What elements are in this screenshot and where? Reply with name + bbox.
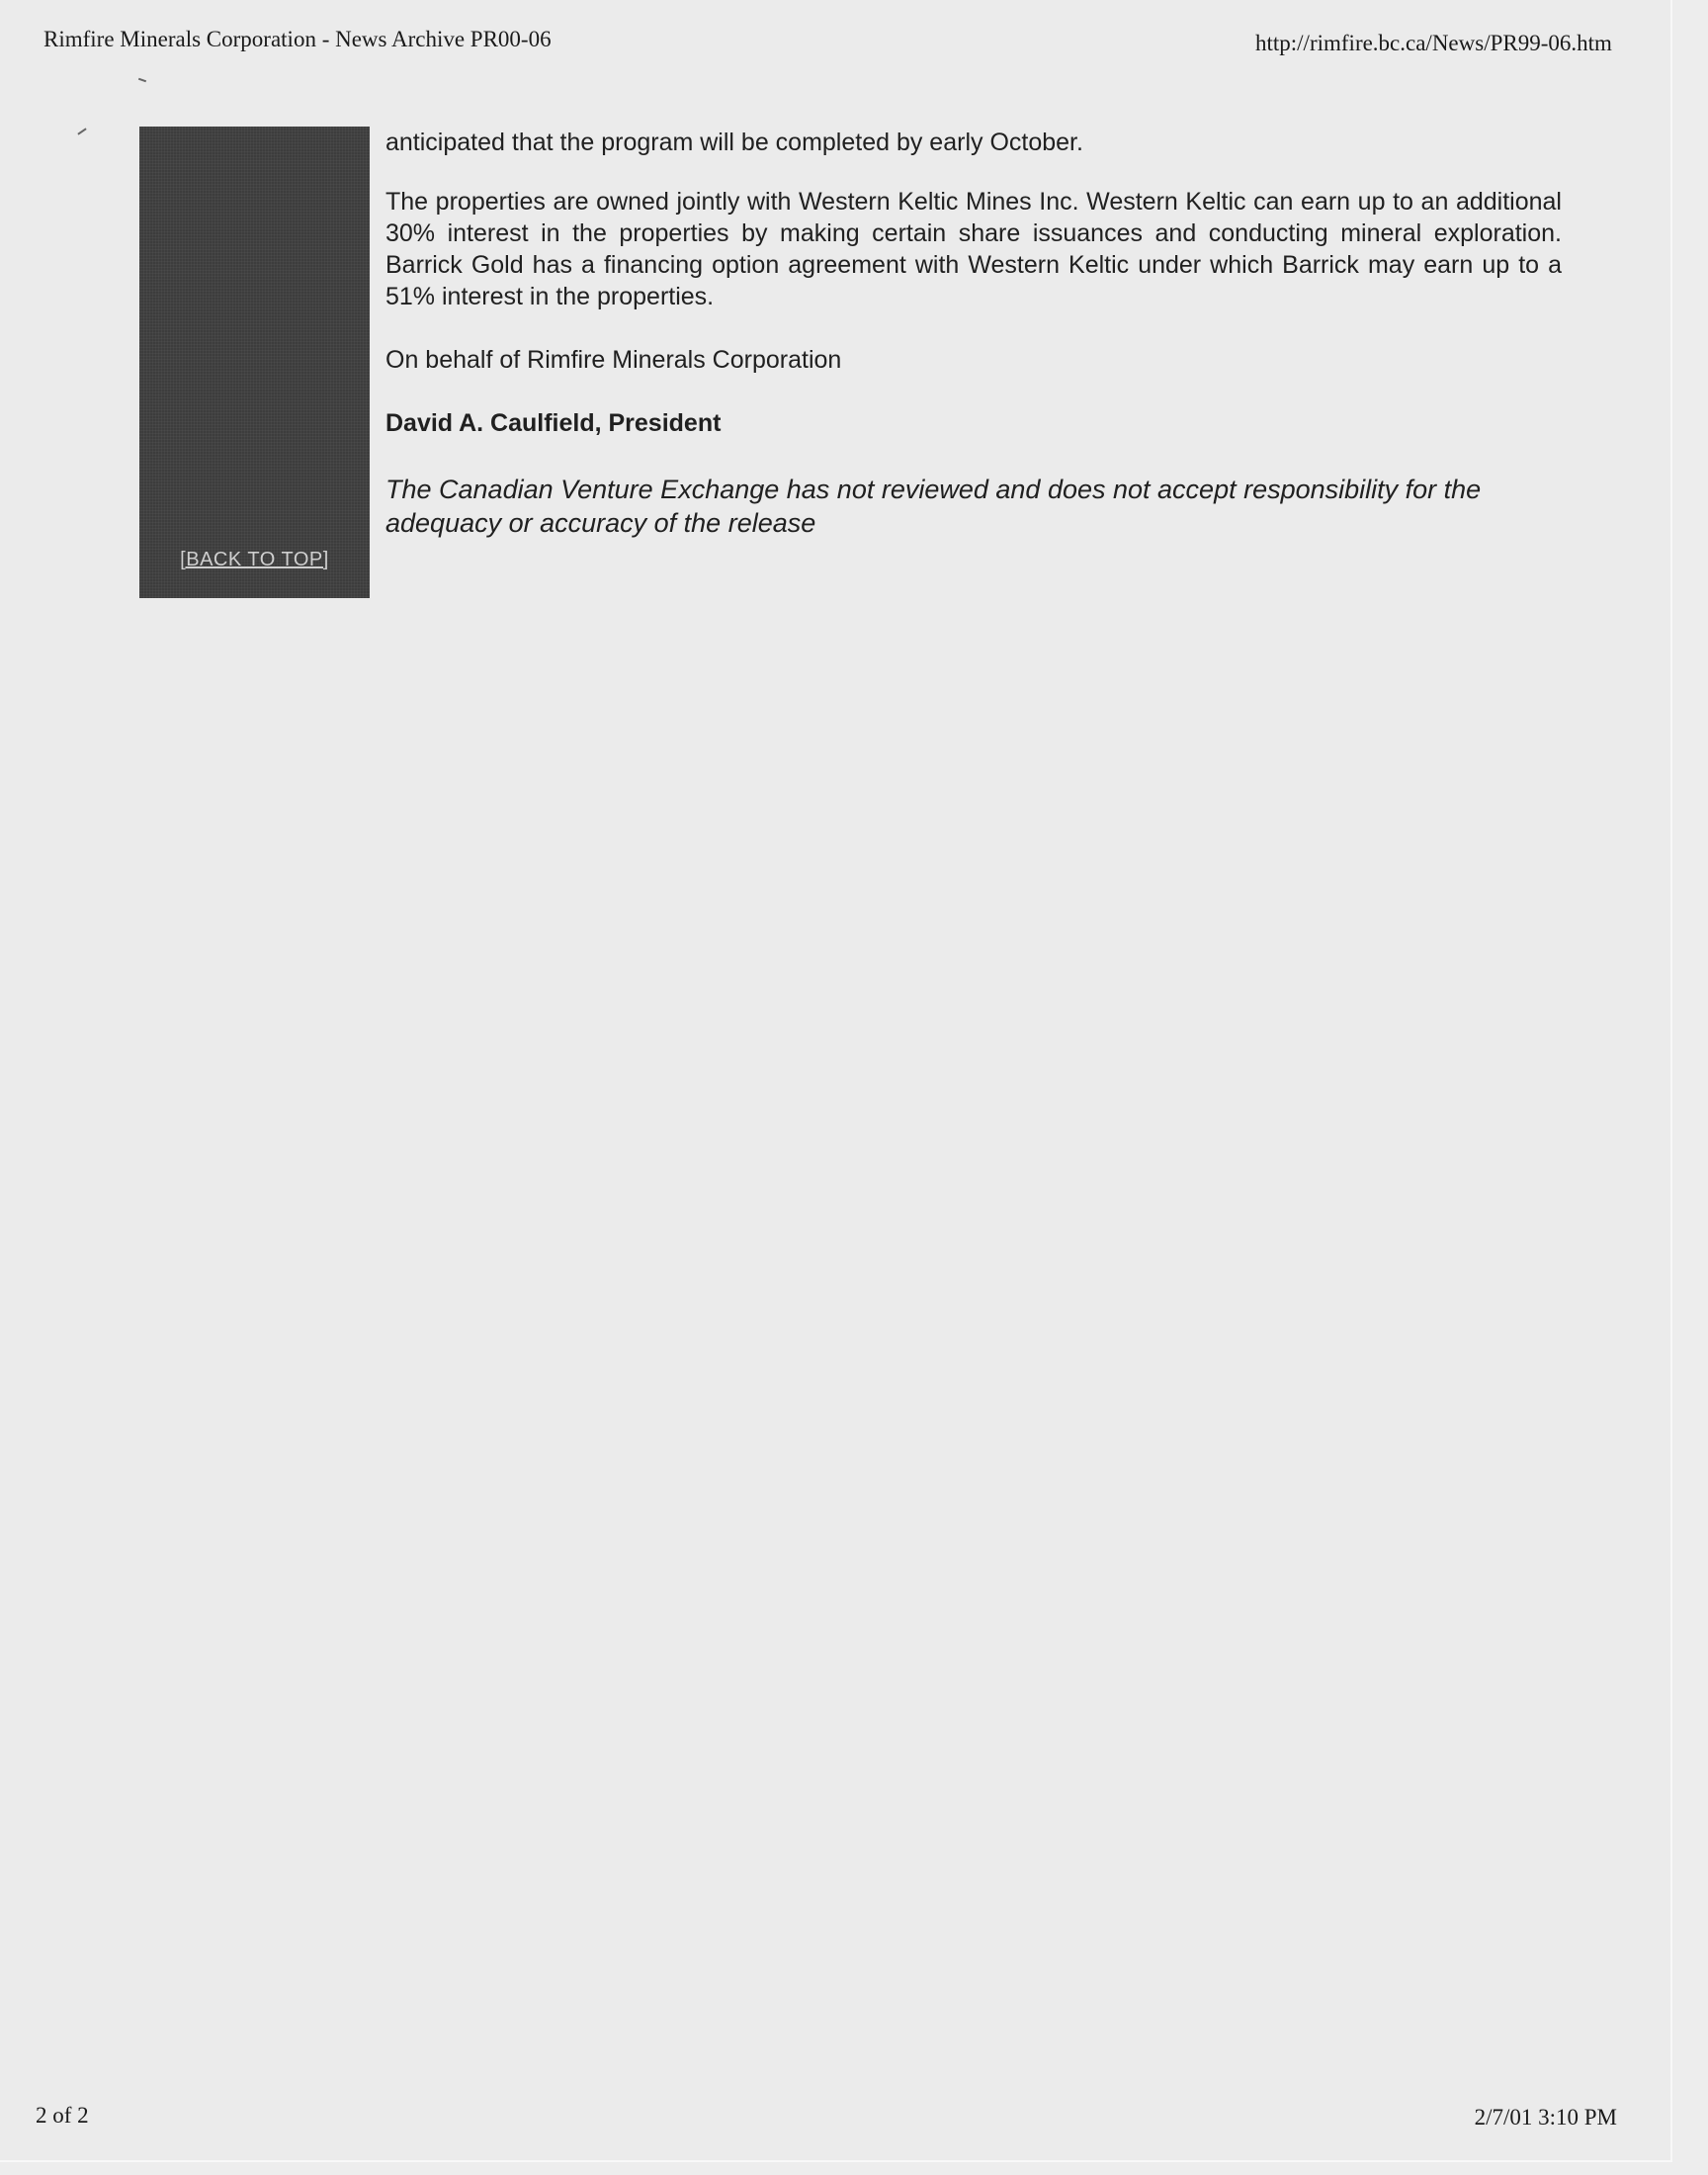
paragraph-continuation: anticipated that the program will be completed by early October. bbox=[385, 129, 1083, 156]
print-header-title: Rimfire Minerals Corporation - News Archive PR00-06 bbox=[43, 27, 552, 51]
print-footer-timestamp: 2/7/01 3:10 PM bbox=[1474, 2105, 1617, 2130]
paragraph-properties: The properties are owned jointly with Western Keltic Mines Inc. Western Keltic can earn up to an additional 30% interest in the properties by making certain share issuances and conducting mineral exploration. Barrick Gold has a financing option agreement with Western Keltic under which Barrick may earn up to a 51% interest in the properties. bbox=[385, 188, 1562, 310]
disclaimer: The Canadian Venture Exchange has not reviewed and does not accept responsibility for the adequacy or accuracy of the release bbox=[385, 475, 1482, 538]
scan-mark bbox=[138, 78, 146, 83]
print-footer-page-number: 2 of 2 bbox=[36, 2103, 89, 2128]
sidebar-panel bbox=[139, 127, 370, 598]
print-header-url: http://rimfire.bc.ca/News/PR99-06.htm bbox=[1255, 31, 1612, 55]
signature-line: David A. Caulfield, President bbox=[385, 409, 722, 437]
article-body bbox=[385, 127, 1562, 540]
back-to-top-link[interactable]: [BACK TO TOP] bbox=[180, 549, 329, 570]
paragraph-on-behalf: On behalf of Rimfire Minerals Corporation bbox=[385, 346, 842, 374]
scan-mark bbox=[77, 128, 86, 134]
